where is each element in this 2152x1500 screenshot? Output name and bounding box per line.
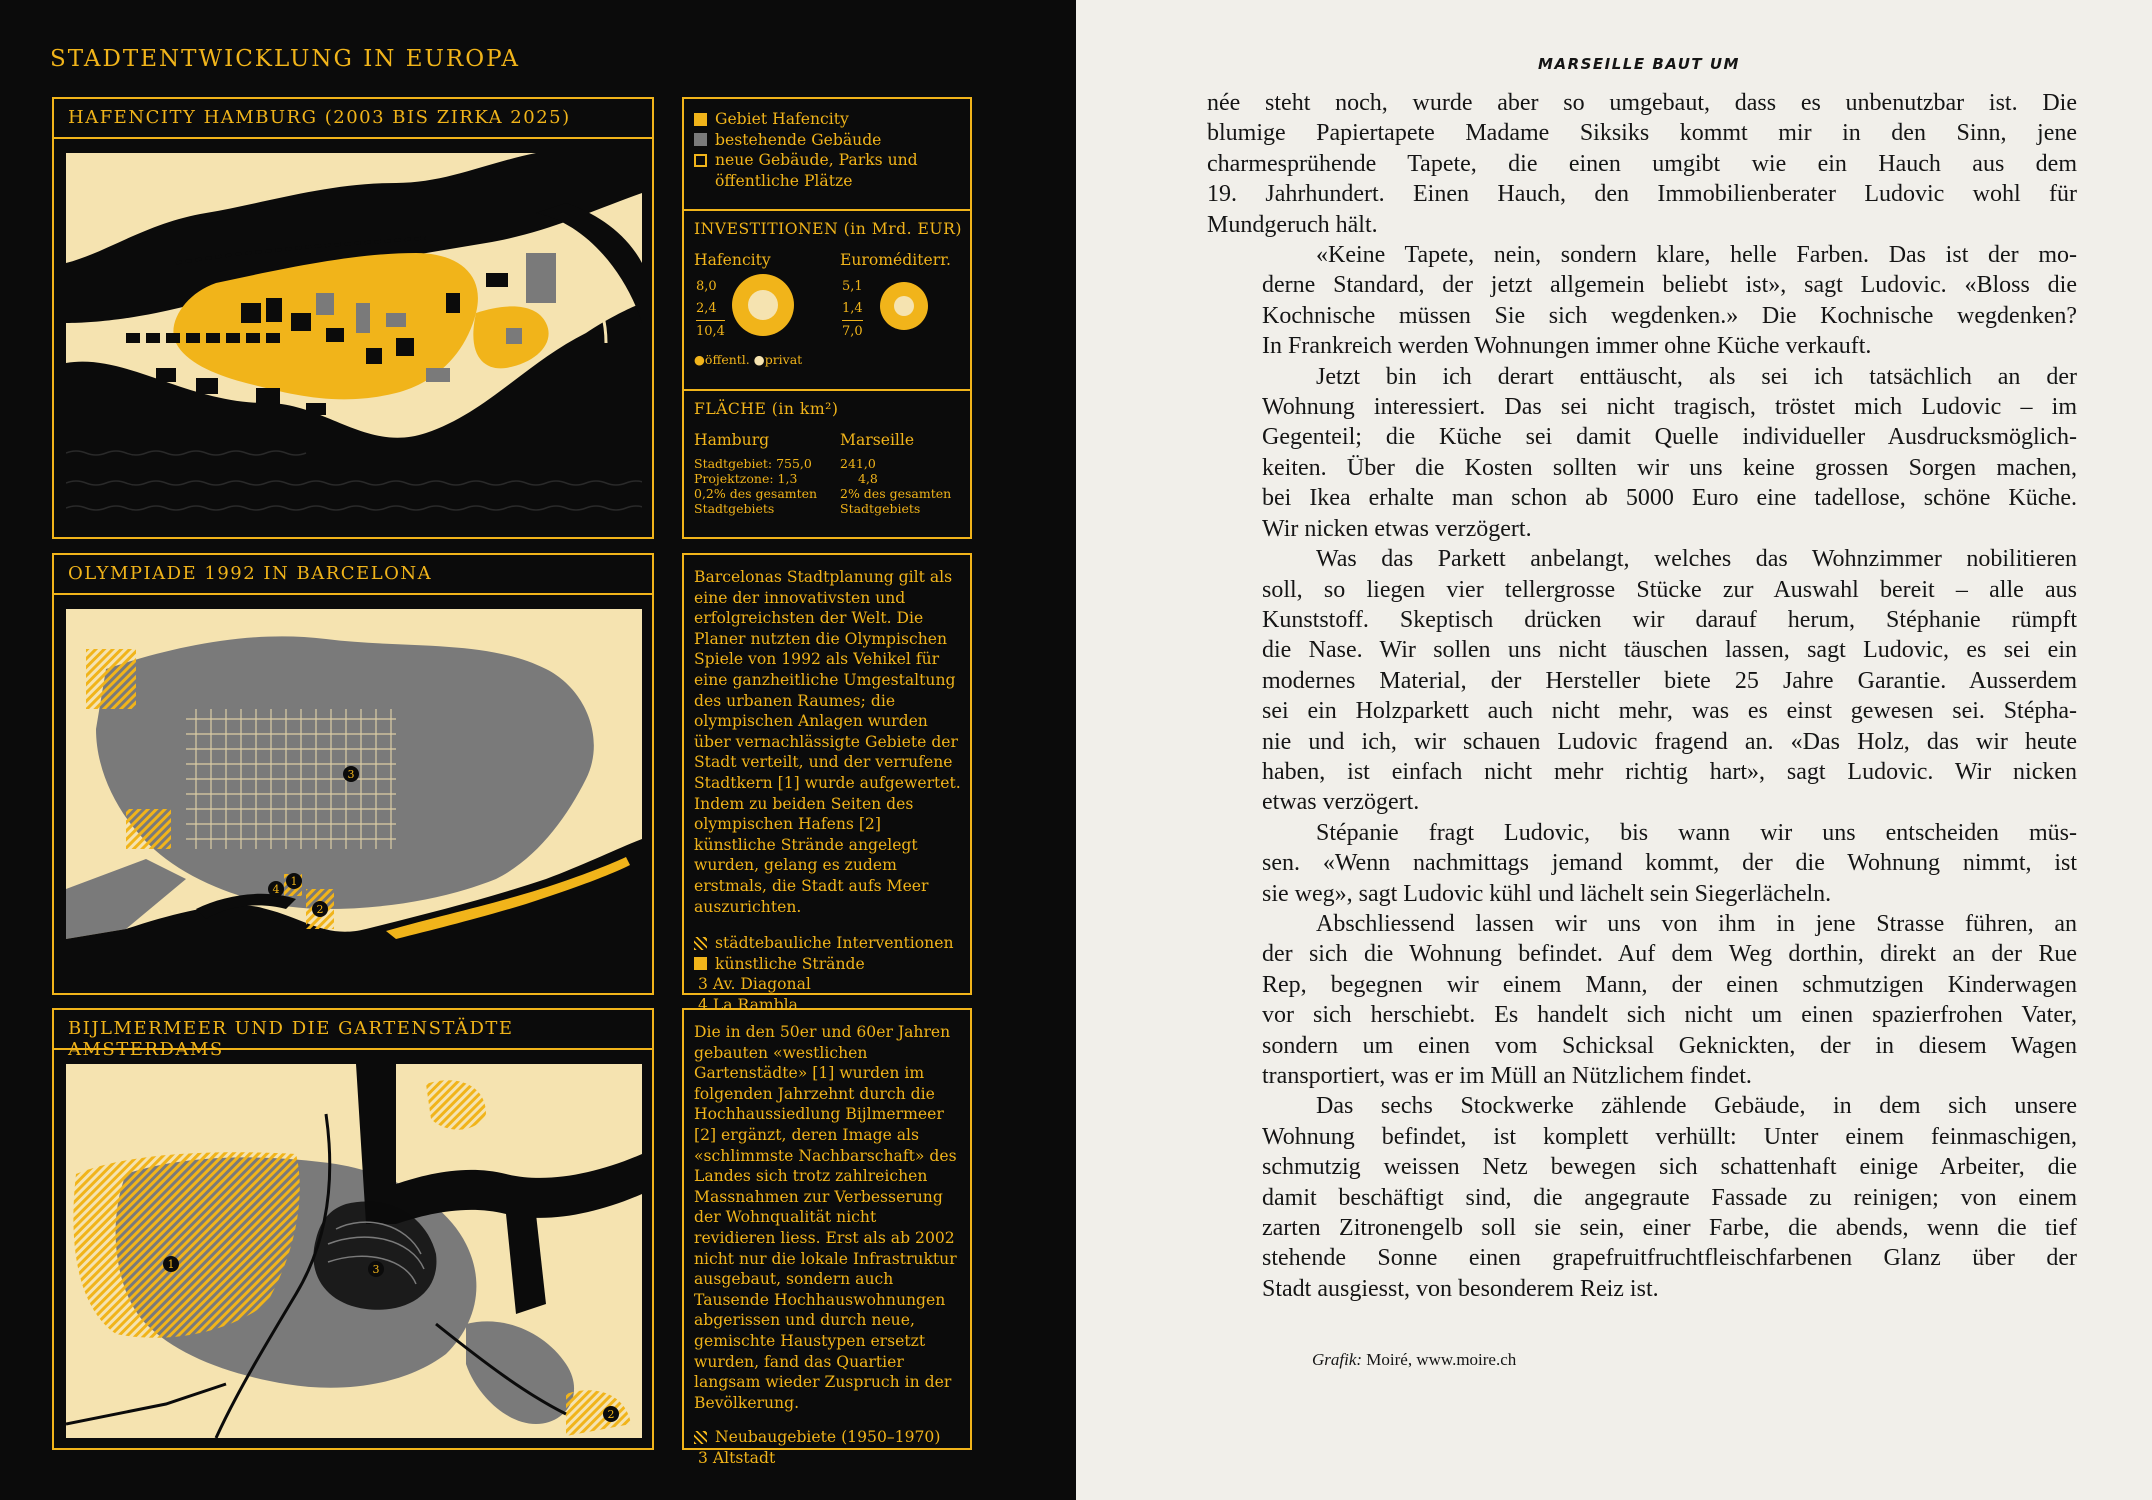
area-value: 241,0: [840, 455, 876, 471]
area-value: Stadtgebiets: [840, 500, 921, 516]
text-line: Das sechs Stockwerke zählende Gebäude, in dem sich unsere: [1316, 1093, 2077, 1120]
text-line: sondern um einen vom Schicksal Geknickten, der in diesem Wagen: [1262, 1032, 2077, 1059]
hafencity-donut-icon: [730, 272, 796, 338]
invest-values: [842, 276, 863, 343]
value-total: 8,0: [696, 278, 717, 294]
text-line: Mundgeruch hält.: [1207, 211, 1378, 238]
amsterdam-text: Die in den 50er und 60er Jahren gebauten «westlichen Gartenstädte» [1] wurden im folgenden Jahrzehnt durch die Hochhaussiedlung Bijlmermeer [2] ergänzt, deren Image als «schlimmste Nachbarschaft» des Landes sich trotz zahlreichen Massnahmen zur Verbesserung der Wohnqualität nicht revidieren liess. Erst als ab 2002 nicht nur die lokale Infrastruktur ausgebaut, sondern auch Tausende Hochhauswohnungen abgerissen und durch neue, gemischte Haustypen ersetzt wurden, fand das Quartier langsam wieder Zuspruch in der Bevölkerung.: [694, 1023, 957, 1412]
divider: [684, 389, 970, 391]
amsterdam-description: [694, 1022, 962, 1468]
legend-label: künstliche Strände: [715, 954, 865, 973]
hamburg-map-panel: [52, 97, 654, 539]
map-marker-3: 3: [347, 768, 355, 781]
text-line: soll, so liegen vier tellergrosse Stücke zur Auswahl bereit – alle aus: [1262, 576, 2077, 603]
area-value: 2% des gesamten: [840, 485, 952, 501]
value-sum: 10,4: [696, 320, 725, 343]
invest-title: INVESTITIONEN (in Mrd. EUR): [694, 220, 962, 238]
text-line: In Frankreich werden Wohnungen immer ohne Küche verkauft.: [1262, 333, 1872, 360]
text-line: Rep, begegnen wir einem Mann, der einen schmutzigen Kinderwagen: [1262, 971, 2077, 998]
area-col-name: Marseille: [840, 430, 915, 449]
map-marker-1: 1: [167, 1258, 175, 1271]
outline-swatch-icon: [694, 154, 707, 167]
text-line: Stadt ausgiesst, von besonderem Reiz ist.: [1262, 1275, 1659, 1302]
area-title: FLÄCHE (in km²): [694, 400, 839, 418]
text-line: Was das Parkett anbelangt, welches das Wohnzimmer nobilitieren: [1316, 546, 2077, 573]
value-public: 2,4: [696, 300, 717, 316]
legend-label: 3 Av. Diagonal: [698, 975, 811, 994]
paragraph: [1207, 818, 2077, 909]
paragraph: [1207, 1091, 2077, 1304]
map-marker-1: 1: [290, 875, 298, 888]
legend-item: [694, 954, 962, 975]
paragraph: [1207, 544, 2077, 818]
hamburg-legend-panel: [682, 97, 972, 539]
text-line: Stépanie fragt Ludovic, bis wann wir uns entscheiden müs-: [1316, 819, 2077, 846]
text-line: modernes Material, der Hersteller biete 25 Jahre Garantie. Ausserdem: [1262, 667, 2077, 694]
text-line: stehende Sonne einen grapefruitfruchtfleischfarbenen Glanz über der: [1262, 1245, 2077, 1272]
amsterdam-map-panel: [52, 1008, 654, 1450]
credit-text: Moiré, www.moire.ch: [1366, 1350, 1517, 1369]
barcelona-map-title: OLYMPIADE 1992 IN BARCELONA: [68, 563, 433, 584]
barcelona-map: [66, 609, 642, 983]
text-line: Wir nicken etwas verzögert.: [1262, 515, 1532, 542]
legend-item: [694, 1427, 962, 1448]
legend-item: [694, 933, 962, 954]
hamburg-map: [66, 153, 642, 527]
credit-label: Grafik:: [1312, 1350, 1363, 1369]
area-values-marseille: [840, 456, 951, 516]
text-line: haben, ist einfach nicht mehr richtig hart», sagt Ludovic. Wir nicken: [1262, 758, 2077, 785]
text-line: der sich die Wohnung befindet. Auf dem Weg dorthin, direkt an der Rue: [1262, 941, 2077, 968]
article-page: [1076, 0, 2152, 1500]
text-line: schmutzig weissen Netz bewegen sich schattenhaft einige Arbeiter, die: [1262, 1154, 2077, 1181]
hamburg-legend: [694, 109, 964, 191]
legend-item: [694, 150, 964, 191]
text-line: derne Standard, der jetzt allgemein beliebt ist», sagt Ludovic. «Bloss die: [1262, 272, 2077, 299]
text-line: zarten Zitronengelb soll sie sein, einer Farbe, die abends, wenn die tief: [1262, 1215, 2077, 1242]
legend-item: [694, 130, 964, 151]
text-line: transportiert, was er im Müll an Nützlichem findet.: [1262, 1063, 1752, 1089]
text-line: Wohnung befindet, ist komplett verhüllt: Unter einem feinmaschigen,: [1262, 1123, 2077, 1150]
yellow-swatch-icon: [694, 113, 707, 126]
public-dot-icon: ●: [694, 351, 705, 367]
barcelona-description: [694, 567, 962, 1015]
area-value: 0,2% des gesamten: [694, 485, 818, 501]
private-dot-icon: ●: [753, 351, 765, 367]
running-head: MARSEILLE BAUT UM: [1538, 55, 1740, 73]
invest-values: [696, 276, 725, 343]
euromed-donut-icon: [878, 280, 930, 332]
text-line: keiten. Über die Kosten sollten wir uns keine grossen Sorgen machen,: [1262, 454, 2077, 481]
hamburg-map-title: HAFENCITY HAMBURG (2003 BIS ZIRKA 2025): [68, 107, 571, 128]
legend-label: städtebauliche Interventionen: [715, 934, 954, 953]
text-line: sei ein Holzparkett auch nicht mehr, was es einst gewesen sei. Stépha-: [1262, 698, 2077, 725]
value-public: 1,4: [842, 300, 863, 316]
map-marker-4: 4: [272, 883, 280, 896]
text-line: nie und ich, wir schauen Ludovic fragend an. «Das Holz, das wir heute: [1262, 728, 2077, 755]
paragraph: [1207, 909, 2077, 1091]
text-line: bei Ikea erhalte man schon ab 5000 Euro eine tadellose, schöne Küche.: [1262, 485, 2077, 512]
invest-col-name: Euroméditerr.: [840, 250, 951, 269]
graphic-credit: [1312, 1350, 1516, 1370]
barcelona-text-panel: [682, 553, 972, 1014]
map-marker-2: 2: [607, 1408, 615, 1421]
area-value: Stadtgebiet: 755,0: [694, 455, 812, 471]
invest-key: [694, 350, 802, 371]
paragraph: [1207, 362, 2077, 544]
text-line: blumige Papiertapete Madame Siksiks kommt mir in den Sinn, jene: [1207, 120, 2077, 147]
divider: [54, 137, 652, 139]
text-line: Kunststoff. Skeptisch drücken wir darauf herum, Stéphanie rümpft: [1262, 606, 2077, 633]
barcelona-map-panel: [52, 553, 654, 995]
text-line: damit beschäftigt sind, die angegraute Fassade zu reinigen; von einem: [1262, 1184, 2077, 1211]
amsterdam-text-panel: [682, 1008, 972, 1467]
text-line: Wohnung interessiert. Das sei nicht tragisch, tröstet mich Ludovic – im: [1262, 394, 2077, 421]
legend-item: [694, 109, 964, 130]
article-body: [1207, 88, 2077, 1304]
text-line: die Nase. Wir sollen uns nicht täuschen lassen, sagt Ludovic, es sei ein: [1262, 637, 2077, 664]
text-line: Abschliessend lassen wir uns von ihm in jene Strasse führen, an: [1316, 910, 2077, 937]
legend-label: bestehende Gebäude: [715, 130, 882, 149]
invest-col-name: Hafencity: [694, 250, 771, 269]
area-values-hamburg: [694, 456, 817, 516]
text-line: vor sich herschiebt. Es handelt sich nicht um einen spazierfrohen Vater,: [1262, 1002, 2077, 1029]
legend-label: 3 Altstadt: [698, 1448, 776, 1467]
key-private-label: privat: [764, 351, 803, 367]
amsterdam-map-title: BIJLMERMEER UND DIE GARTENSTÄDTE AMSTERDAMS: [68, 1018, 514, 1060]
area-block: [694, 399, 964, 530]
map-marker-3: 3: [372, 1263, 380, 1276]
value-sum: 7,0: [842, 320, 863, 343]
amsterdam-map: [66, 1064, 642, 1438]
divider: [54, 593, 652, 595]
text-line: née steht noch, wurde aber so umgebaut, dass es unbenutzbar ist. Die: [1207, 90, 2077, 116]
paragraph: [1207, 240, 2077, 362]
area-value: Projektzone: 1,3: [694, 470, 798, 486]
grey-swatch-icon: [694, 133, 707, 146]
hatch-swatch-icon: [694, 937, 707, 950]
text-line: 19. Jahrhundert. Einen Hauch, den Immobilienberater Ludovic wohl für: [1207, 181, 2077, 208]
barcelona-text: Barcelonas Stadtplanung gilt als eine der innovativsten und erfolgreichsten der Welt. Die Planer nutzten die Olympischen Spiele von 1992 als Vehikel für eine ganzheitliche Umgestaltung des urbanen Raumes; die olympischen Anlagen wurden über vernachlässigte Gebiete der Stadt verteilt, und der verrufene Stadtkern [1] wurde aufgewertet. Indem zu beiden Seiten des olympischen Hafens [2] künstliche Strände angelegt wurden, gelang es zudem erstmals, die Stadt aufs Meer auszurichten.: [694, 568, 961, 916]
divider: [684, 209, 970, 211]
text-line: Gegenteil; die Küche sei damit Quelle individueller Ausdrucksmöglich-: [1262, 424, 2077, 451]
map-marker-2: 2: [316, 903, 324, 916]
legend-label: Gebiet Hafencity: [715, 110, 849, 128]
value-total: 5,1: [842, 278, 863, 294]
text-line: etwas verzögert.: [1262, 789, 1420, 816]
text-line: sen. «Wenn nachmittags jemand kommt, der die Wohnung nimmt, ist: [1262, 850, 2077, 877]
legend-label: 4 La Rambla: [698, 995, 798, 1014]
paragraph: [1207, 88, 2077, 240]
text-line: charmesprühende Tapete, die einen umgibt wie ein Hauch aus dem: [1207, 150, 2077, 177]
text-line: Kochnische müssen Sie sich wegdenken.» Die Kochnische wegdenken?: [1262, 302, 2077, 329]
text-line: Jetzt bin ich derart enttäuscht, als sei ich tatsächlich an der: [1316, 363, 2077, 390]
text-line: «Keine Tapete, nein, sondern klare, helle Farben. Das ist der mo-: [1316, 242, 2077, 269]
area-value: Stadtgebiets: [694, 500, 775, 516]
page-heading: STADTENTWICKLUNG IN EUROPA: [50, 46, 521, 72]
hatch-swatch-icon: [694, 1431, 707, 1444]
key-public-label: öffentl.: [704, 351, 750, 367]
legend-label: neue Gebäude, Parks und öffentliche Plätze: [715, 151, 918, 190]
yellow-swatch-icon: [694, 957, 707, 970]
text-line: sie weg», sagt Ludovic kühl und lächelt sein Siegerlächeln.: [1262, 880, 1832, 907]
divider: [54, 1048, 652, 1050]
area-value: 4,8: [858, 470, 878, 486]
invest-block: [694, 219, 964, 380]
legend-label: Neubaugebiete (1950–1970): [715, 1428, 941, 1447]
area-col-name: Hamburg: [694, 430, 770, 449]
